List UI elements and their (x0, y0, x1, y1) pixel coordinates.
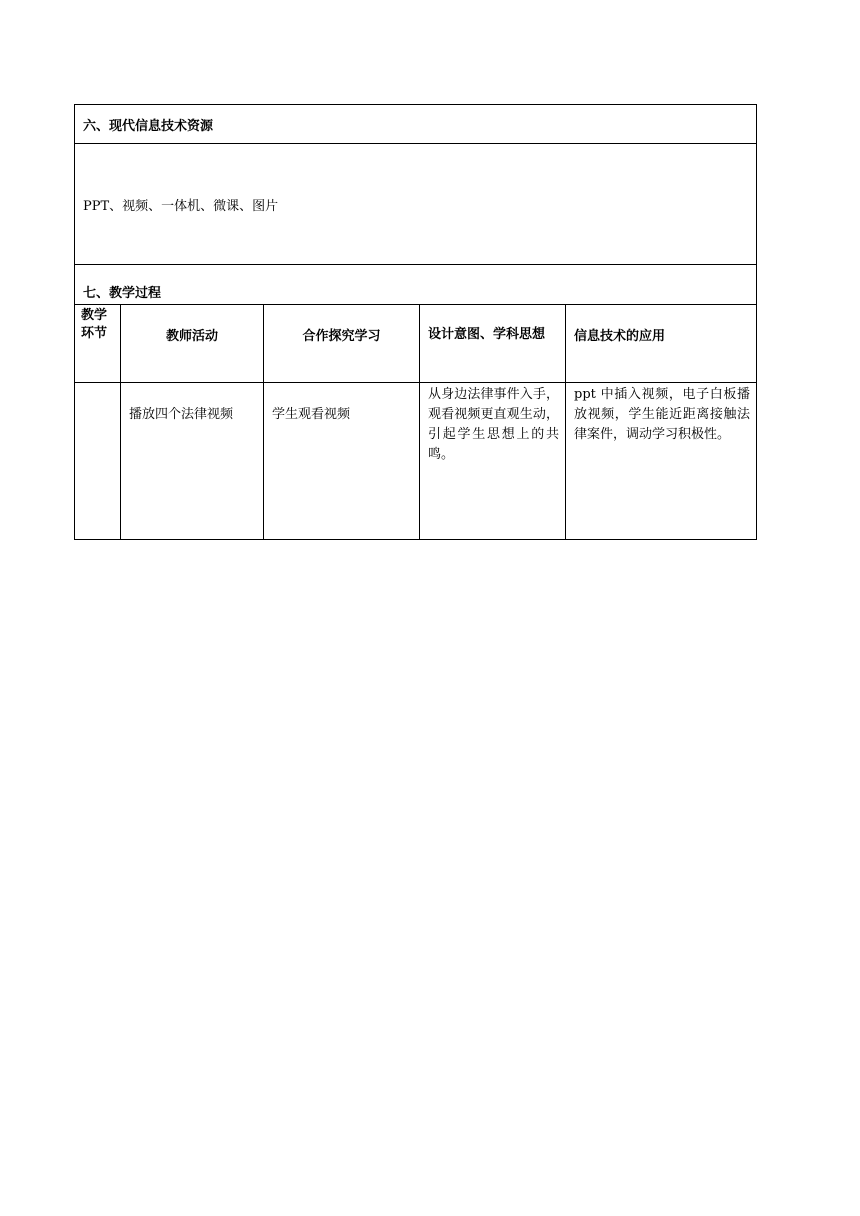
section-7-title-text: 七、教学过程 (83, 286, 162, 301)
header-info-text: 信息技术的应用 (574, 329, 666, 344)
header-cooperation (264, 305, 420, 383)
lesson-plan-table (74, 104, 757, 540)
cell-teacher (121, 383, 264, 540)
resources-text: PPT、视频、一体机、微课、图片 (83, 198, 279, 214)
table-row (75, 383, 757, 540)
header-design (420, 305, 566, 383)
cell-design-text: 从身边法律事件入手，观看视频更直观生动，引起学生思想上的共鸣。 (428, 387, 559, 462)
header-info (566, 305, 757, 383)
header-teacher (121, 305, 264, 383)
cell-teacher-text: 播放四个法律视频 (129, 407, 234, 422)
cell-info (566, 383, 757, 540)
section-6-title-text: 六、现代信息技术资源 (83, 118, 214, 134)
cell-cooperation-text: 学生观看视频 (272, 407, 351, 422)
cell-cooperation (264, 383, 420, 540)
table-header-row (75, 305, 757, 383)
header-cooperation-text: 合作探究学习 (302, 329, 381, 344)
header-stage (75, 305, 121, 383)
cell-design (420, 383, 566, 540)
section-7-title (75, 265, 757, 305)
header-stage-text: 教学环节 (81, 308, 108, 341)
section-6-content (75, 144, 757, 265)
section-6-title (75, 105, 757, 144)
cell-stage (75, 383, 121, 540)
header-teacher-text: 教师活动 (165, 329, 218, 344)
header-design-text: 设计意图、学科思想 (428, 327, 546, 342)
cell-info-text: ppt 中插入视频，电子白板播放视频，学生能近距离接触法律案件，调动学习积极性。 (574, 387, 751, 442)
